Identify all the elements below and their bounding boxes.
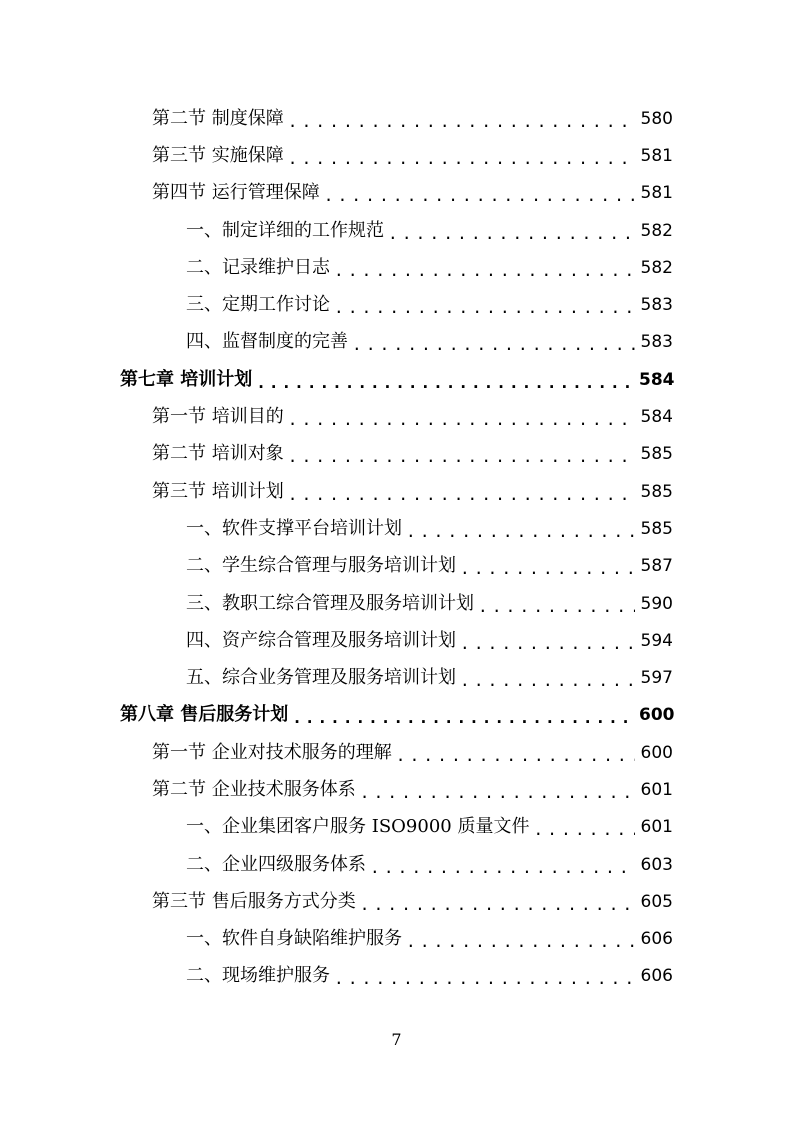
toc-dot-leader (406, 521, 635, 543)
toc-entry-page-number: 582 (640, 257, 673, 278)
page-number: 7 (391, 1030, 402, 1049)
toc-dot-leader (288, 446, 635, 468)
toc-entry[interactable] (0, 398, 793, 435)
toc-entry-title: 二、现场维护服务 (186, 965, 330, 987)
toc-entry-title: 第二节 制度保障 (152, 107, 284, 129)
toc-dot-leader (334, 297, 635, 319)
toc-entry[interactable] (0, 697, 793, 734)
toc-entry[interactable] (0, 809, 793, 846)
toc-entry-title: 第八章 售后服务计划 (120, 704, 289, 726)
toc-entry-title: 四、资产综合管理及服务培训计划 (186, 629, 456, 651)
toc-entry-page-number: 594 (640, 630, 673, 651)
toc-entry-page-number: 585 (640, 444, 673, 465)
toc-entry[interactable] (0, 473, 793, 510)
toc-entry-title: 三、定期工作讨论 (186, 294, 330, 316)
toc-entry-page-number: 606 (640, 929, 673, 950)
toc-entry-page-number: 583 (640, 332, 673, 353)
toc-entry-title: 二、记录维护日志 (186, 256, 330, 278)
toc-entry[interactable] (0, 734, 793, 771)
toc-entry-title: 第二节 企业技术服务体系 (152, 778, 356, 800)
toc-entry-title: 第三节 售后服务方式分类 (152, 890, 356, 912)
toc-entry[interactable] (0, 137, 793, 174)
toc-entry[interactable] (0, 100, 793, 137)
toc-dot-leader (292, 707, 635, 729)
toc-dot-leader (360, 782, 635, 804)
toc-entry-page-number: 606 (640, 966, 673, 987)
toc-entry-page-number: 600 (640, 742, 673, 763)
toc-entry-page-number: 580 (640, 108, 673, 129)
toc-dot-leader (460, 670, 635, 692)
toc-dot-leader (406, 931, 635, 953)
toc-entry[interactable] (0, 286, 793, 323)
toc-dot-leader (360, 894, 635, 916)
toc-entry-page-number: 581 (640, 145, 673, 166)
toc-entry[interactable] (0, 548, 793, 585)
toc-entry-page-number: 605 (640, 891, 673, 912)
toc-entry[interactable] (0, 510, 793, 547)
toc-entry-title: 二、学生综合管理与服务培训计划 (186, 555, 456, 577)
toc-entry-page-number: 601 (640, 779, 673, 800)
toc-entry-page-number: 603 (640, 854, 673, 875)
toc-dot-leader (396, 745, 635, 767)
toc-entry[interactable] (0, 436, 793, 473)
toc-entry-title: 第七章 培训计划 (120, 368, 253, 390)
toc-entry-title: 一、企业集团客户服务 ISO9000 质量文件 (186, 816, 530, 838)
toc-dot-leader (460, 558, 635, 580)
table-of-contents (0, 100, 793, 995)
toc-entry[interactable] (0, 585, 793, 622)
toc-dot-leader (533, 819, 635, 841)
toc-entry-page-number: 582 (640, 220, 673, 241)
toc-entry[interactable] (0, 361, 793, 398)
toc-dot-leader (478, 596, 635, 618)
toc-entry[interactable] (0, 921, 793, 958)
toc-entry-title: 三、教职工综合管理及服务培训计划 (186, 592, 474, 614)
toc-dot-leader (288, 148, 635, 170)
toc-dot-leader (352, 334, 635, 356)
toc-entry[interactable] (0, 883, 793, 920)
toc-dot-leader (288, 111, 635, 133)
toc-entry-title: 第三节 培训计划 (152, 480, 284, 502)
toc-entry-page-number: 601 (640, 817, 673, 838)
toc-dot-leader (334, 260, 635, 282)
toc-dot-leader (288, 409, 635, 431)
toc-entry[interactable] (0, 249, 793, 286)
toc-dot-leader (256, 372, 635, 394)
toc-entry[interactable] (0, 846, 793, 883)
toc-entry-title: 第一节 企业对技术服务的理解 (152, 741, 392, 763)
toc-entry-title: 一、软件自身缺陷维护服务 (186, 928, 402, 950)
toc-entry-title: 一、制定详细的工作规范 (186, 219, 384, 241)
toc-dot-leader (334, 968, 635, 990)
toc-entry[interactable] (0, 324, 793, 361)
toc-entry-title: 五、综合业务管理及服务培训计划 (186, 667, 456, 689)
toc-entry-title: 第三节 实施保障 (152, 144, 284, 166)
toc-entry-title: 一、软件支撑平台培训计划 (186, 517, 402, 539)
toc-entry[interactable] (0, 958, 793, 995)
toc-entry-page-number: 600 (639, 705, 675, 726)
toc-dot-leader (324, 185, 635, 207)
toc-entry[interactable] (0, 622, 793, 659)
toc-dot-leader (388, 223, 635, 245)
toc-entry-title: 第二节 培训对象 (152, 443, 284, 465)
toc-entry-title: 第一节 培训目的 (152, 406, 284, 428)
toc-entry-title: 第四节 运行管理保障 (152, 182, 320, 204)
toc-entry[interactable] (0, 212, 793, 249)
toc-entry-page-number: 583 (640, 295, 673, 316)
toc-entry-page-number: 584 (640, 407, 673, 428)
toc-dot-leader (370, 857, 635, 879)
toc-entry-page-number: 587 (640, 556, 673, 577)
toc-entry-page-number: 585 (640, 518, 673, 539)
toc-entry-page-number: 584 (639, 369, 675, 390)
toc-dot-leader (460, 633, 635, 655)
toc-entry[interactable] (0, 659, 793, 696)
toc-entry-page-number: 581 (640, 183, 673, 204)
toc-entry[interactable] (0, 771, 793, 808)
toc-entry[interactable] (0, 175, 793, 212)
toc-entry-title: 二、企业四级服务体系 (186, 853, 366, 875)
toc-entry-page-number: 597 (640, 668, 673, 689)
toc-entry-page-number: 590 (640, 593, 673, 614)
toc-dot-leader (288, 484, 635, 506)
toc-entry-page-number: 585 (640, 481, 673, 502)
toc-entry-title: 四、监督制度的完善 (186, 331, 348, 353)
